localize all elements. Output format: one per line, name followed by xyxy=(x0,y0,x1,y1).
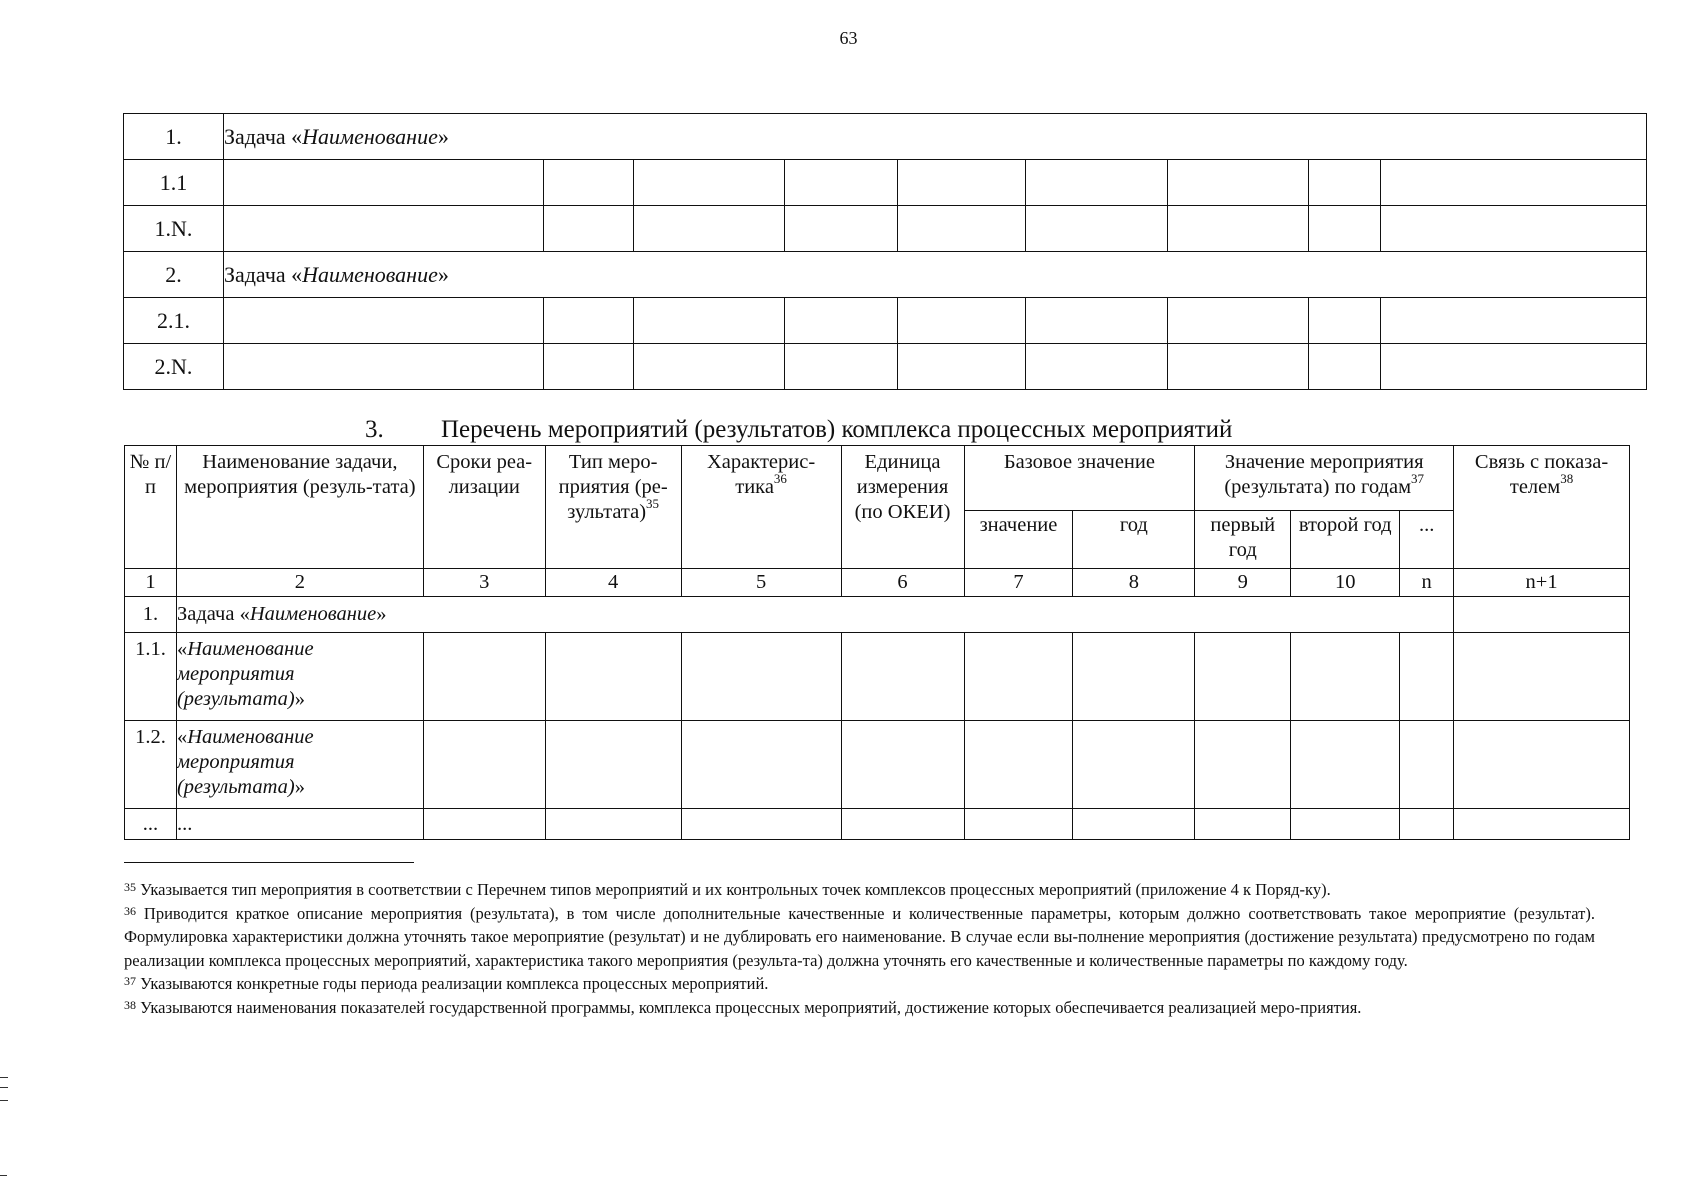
cell xyxy=(681,721,841,809)
cell xyxy=(543,206,633,252)
header-type: Тип меро-приятия (ре-зультата)$^{35}$ xyxy=(545,446,681,569)
row-number: 1. xyxy=(125,597,177,633)
footnote-text: Указываются конкретные годы периода реализации комплекса процессных мероприятий. xyxy=(140,974,769,993)
task-title: Задача «Наименование» xyxy=(176,597,1453,633)
column-number: 2 xyxy=(176,569,423,597)
column-number: n xyxy=(1400,569,1454,597)
cell xyxy=(898,160,1026,206)
cell xyxy=(223,206,543,252)
cell xyxy=(1073,809,1195,840)
footnote xyxy=(124,902,1595,973)
table-row xyxy=(124,206,1647,252)
cell xyxy=(964,633,1073,721)
cell xyxy=(681,809,841,840)
cell xyxy=(1309,160,1381,206)
cell xyxy=(543,160,633,206)
header-base-value: Базовое значение xyxy=(964,446,1195,511)
header-second-year: второй год xyxy=(1291,511,1400,569)
header-first-year: первый год xyxy=(1195,511,1291,569)
cell xyxy=(1381,206,1647,252)
header-more-years: ... xyxy=(1400,511,1454,569)
row-number: 2.N. xyxy=(124,344,224,390)
footnote-text: Указывается тип мероприятия в соответствии с Перечнем типов мероприятий и их контрольных точек комплексов процессных мероприятий (приложение 4 к Поряд-ку). xyxy=(140,880,1331,899)
cell xyxy=(1026,344,1168,390)
cell xyxy=(1454,633,1630,721)
cell xyxy=(1168,206,1309,252)
cell xyxy=(223,298,543,344)
cell xyxy=(784,298,898,344)
cell xyxy=(681,633,841,721)
cell xyxy=(633,160,784,206)
footnote-ref: 35 xyxy=(646,496,660,511)
row-number: 1.1. xyxy=(125,633,177,721)
column-number: 10 xyxy=(1291,569,1400,597)
task-row xyxy=(124,252,1647,298)
cell xyxy=(964,721,1073,809)
section-title xyxy=(365,416,1232,444)
cell xyxy=(1168,344,1309,390)
cell xyxy=(1168,160,1309,206)
margin-mark xyxy=(0,1175,7,1176)
cell xyxy=(1381,160,1647,206)
column-number: 7 xyxy=(964,569,1073,597)
cell xyxy=(633,298,784,344)
cell xyxy=(545,633,681,721)
cell xyxy=(1195,633,1291,721)
table-row xyxy=(125,809,1630,840)
header-name: Наименование задачи, мероприятия (резуль-тата) xyxy=(176,446,423,569)
cell xyxy=(1195,809,1291,840)
column-number: 4 xyxy=(545,569,681,597)
cell xyxy=(898,344,1026,390)
column-number: 1 xyxy=(125,569,177,597)
cell xyxy=(1309,298,1381,344)
cell xyxy=(1400,809,1454,840)
cell xyxy=(545,721,681,809)
footnote-number: 37 xyxy=(124,974,136,988)
footnote-text: Указываются наименования показателей государственной программы, комплекса процессных мероприятий, достижение которых обеспечивается реализацией меро-приятия. xyxy=(140,997,1362,1017)
cell xyxy=(841,809,964,840)
table-row xyxy=(125,721,1630,809)
footnote-ref: 36 xyxy=(773,471,787,486)
footnote-number: 38 xyxy=(124,997,136,1012)
footnote-text: Приводится краткое описание мероприятия (результата), в том числе дополнительные качественные и количественные параметры, которым должно соответствовать такое мероприятие (результат). Формулировка характеристики должна уточнять такое мероприятие (результат) и не дублировать его наименование. В случае если вы-полнение мероприятия (достижение результата) предусмотрено по годам реализации комплекса процессных мероприятий, характеристика такого мероприятия (результа-та) должна уточнять его качественные и количественные параметры по каждому году. xyxy=(124,903,1596,970)
cell xyxy=(1073,721,1195,809)
table-row xyxy=(124,344,1647,390)
header-base-value-value: значение xyxy=(964,511,1073,569)
table-row xyxy=(124,160,1647,206)
activity-name: ... xyxy=(176,809,423,840)
cell xyxy=(1309,206,1381,252)
cell xyxy=(1381,344,1647,390)
task-title: Задача «Наименование» xyxy=(223,114,1646,160)
cell xyxy=(784,344,898,390)
cell xyxy=(1291,721,1400,809)
footnote-number: 35 xyxy=(124,880,136,894)
cell xyxy=(1026,206,1168,252)
table-row xyxy=(125,633,1630,721)
row-number: ... xyxy=(125,809,177,840)
cell xyxy=(633,344,784,390)
cell xyxy=(1026,298,1168,344)
cell xyxy=(633,206,784,252)
row-number: 1.1 xyxy=(124,160,224,206)
cell xyxy=(423,633,545,721)
column-number: 8 xyxy=(1073,569,1195,597)
cell xyxy=(423,809,545,840)
column-number: 6 xyxy=(841,569,964,597)
task-title: Задача «Наименование» xyxy=(223,252,1646,298)
cell xyxy=(1291,809,1400,840)
cell xyxy=(898,298,1026,344)
footnote-ref: 37 xyxy=(1411,471,1425,486)
cell xyxy=(543,298,633,344)
header-base-value-year: год xyxy=(1073,511,1195,569)
activity-name: «Наименование мероприятия (результата)» xyxy=(176,721,423,809)
column-number: 3 xyxy=(423,569,545,597)
cell xyxy=(1454,721,1630,809)
cell xyxy=(1309,344,1381,390)
cell xyxy=(1400,633,1454,721)
footnote xyxy=(124,878,1595,902)
column-number: 9 xyxy=(1195,569,1291,597)
page-number: 63 xyxy=(839,28,858,48)
cell xyxy=(1454,597,1630,633)
cell xyxy=(423,721,545,809)
task-row xyxy=(124,114,1647,160)
column-number: 5 xyxy=(681,569,841,597)
row-number: 2.1. xyxy=(124,298,224,344)
table-row xyxy=(124,298,1647,344)
footnote-ref: 38 xyxy=(1560,471,1574,486)
cell xyxy=(1168,298,1309,344)
cell xyxy=(223,344,543,390)
footnote-number: 36 xyxy=(124,903,136,918)
footnotes xyxy=(124,860,1595,1019)
cell xyxy=(1381,298,1647,344)
cell xyxy=(898,206,1026,252)
row-number: 2. xyxy=(124,252,224,298)
cell xyxy=(964,809,1073,840)
footnote xyxy=(124,996,1595,1020)
tasks-table xyxy=(123,113,1647,390)
column-numbers-row xyxy=(125,569,1630,597)
footnote xyxy=(124,972,1595,996)
cell xyxy=(1291,633,1400,721)
cell xyxy=(1073,633,1195,721)
task-row xyxy=(125,597,1630,633)
margin-mark xyxy=(0,1077,8,1101)
header-unit: Единица измерения (по ОКЕИ) xyxy=(841,446,964,569)
cell xyxy=(841,633,964,721)
column-number: n+1 xyxy=(1454,569,1630,597)
header-link: Связь с показа-телем$^{38}$ xyxy=(1454,446,1630,569)
header-characteristic: Характерис-тика$^{36}$ xyxy=(681,446,841,569)
cell xyxy=(784,206,898,252)
cell xyxy=(545,809,681,840)
row-number: 1.N. xyxy=(124,206,224,252)
cell xyxy=(223,160,543,206)
section-title-text: Перечень мероприятий (результатов) комплекса процессных мероприятий xyxy=(441,416,1233,443)
header-row xyxy=(125,446,1630,511)
row-number: 1. xyxy=(124,114,224,160)
cell xyxy=(784,160,898,206)
activities-table xyxy=(124,445,1630,840)
cell xyxy=(1454,809,1630,840)
row-number: 1.2. xyxy=(125,721,177,809)
cell xyxy=(1026,160,1168,206)
cell xyxy=(1195,721,1291,809)
activity-name: «Наименование мероприятия (результата)» xyxy=(176,633,423,721)
section-number: 3. xyxy=(365,416,384,443)
cell xyxy=(841,721,964,809)
header-values-by-year: Значение мероприятия (результата) по годам$^{37}$ xyxy=(1195,446,1454,511)
cell xyxy=(543,344,633,390)
header-num: № п/п xyxy=(125,446,177,569)
header-term: Сроки реа-лизации xyxy=(423,446,545,569)
cell xyxy=(1400,721,1454,809)
